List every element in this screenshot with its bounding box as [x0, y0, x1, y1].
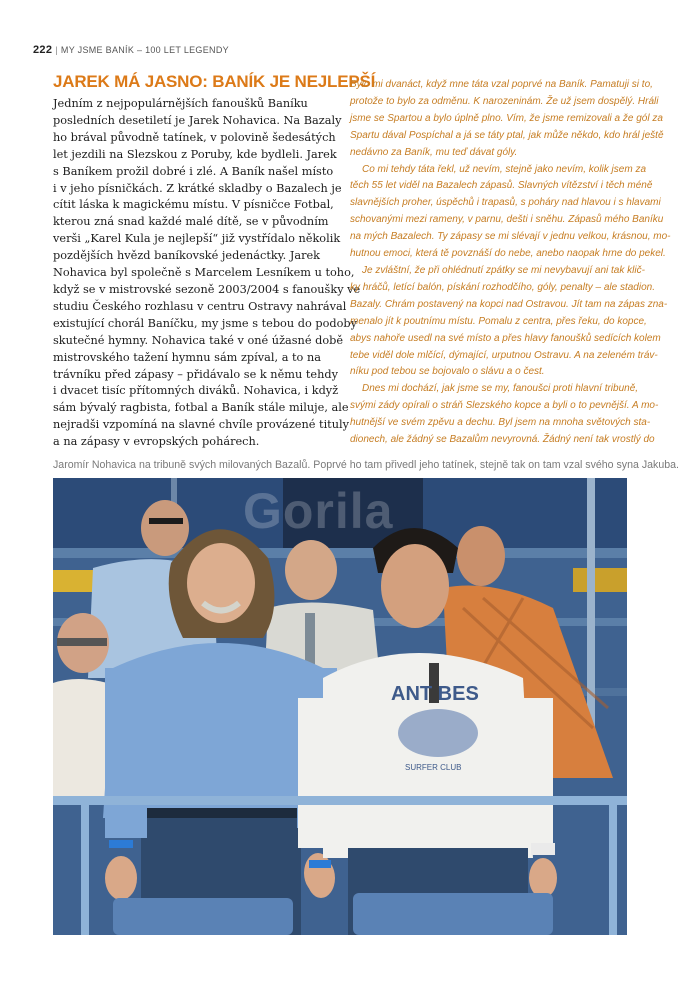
quote-line: dionech, ale žádný se Bazalům nevyrovná. Žádný není tak vrostlý do: [350, 434, 655, 446]
stadium-photo: [53, 478, 627, 935]
quote-line: na mých Bazalech. Ty zápasy se mi slévají v jednu velkou, krásnou, mo-: [350, 231, 671, 243]
shirt-print-top: ANT BES: [391, 683, 479, 705]
article-column: [53, 72, 376, 451]
quote-column: [350, 77, 671, 449]
quote-line: hutnější ve svém zpěvu a dechu. Byl jsem na mnoha světových sta-: [350, 417, 651, 429]
header-separator: |: [55, 45, 58, 55]
page-number: 222: [33, 44, 53, 56]
article-line: existující chorál Baníčku, my jsme s tebou do podoby: [53, 316, 358, 330]
quote-line: Bylo mi dvanáct, když mne táta vzal poprvé na Baník. Pamatuji si to,: [350, 79, 653, 90]
quote-line: slavnějších proher, úspěchů i trapasů, s poháry nad hlavou i s hlavami: [350, 197, 661, 209]
article-line: kterou zná snad každé malé dítě, se v původním: [53, 215, 329, 229]
article-line: sám bývalý ragbista, fotbal a Baník stále miluje, ale: [53, 401, 349, 415]
article-line: ho brával původně tatínek, v polovině šedesátých: [53, 130, 336, 144]
quote-line: nedávno za Baník, mu teď dávat góly.: [350, 146, 518, 158]
quote-line: těch 55 let viděl na Bazalech zápasů. Slavných vítězství i těch méně: [350, 180, 653, 192]
quote-line: Je zvláštní, že při ohlédnutí zpátky se mi nevybavují ani tak klič-: [362, 264, 645, 276]
article-line: když se v mistrovské sezoně 2003/2004 s fanoušky ve: [53, 282, 361, 296]
quote-line: menalo jít k poutnímu místu. Pomalu z centra, přes řeku, do kopce,: [350, 315, 647, 327]
running-header: [33, 44, 229, 56]
shirt-print-bottom: SURFER CLUB: [405, 763, 462, 772]
quote-line: protože to bylo za odměnu. K narozeninám. Že už jsem dospělý. Hráli: [350, 95, 659, 107]
quote-line: Spartu dával Pospíchal a já se táty ptal, jak může někdo, kdo hrál ještě: [350, 129, 664, 141]
quote-line: abys nahoře usedl na své místo a přes hlavy fanoušků sedících kolem: [350, 332, 661, 344]
running-title: MY JSME BANÍK – 100 LET LEGENDY: [60, 45, 229, 55]
article-line: let jezdili na Slezskou z Poruby, kde bydleli. Jarek: [53, 147, 337, 161]
article-line: studiu Českého rozhlasu v centru Ostravy nahrával: [53, 299, 347, 313]
article-headline: JAREK MÁ JASNO: BANÍK JE NEJLEPŠÍ: [53, 72, 376, 91]
quote-line: níku pod tebou se bojovalo o slávu a o čest.: [350, 366, 545, 378]
quote-line: ky hráčů, letící balón, pískání rozhodčího, góly, penalty – ale stadion.: [350, 281, 655, 293]
article-line: posledních desetiletí je Jarek Nohavica. Na Bazaly: [53, 113, 342, 127]
article-line: skutečné hymny. Nohavica také v oné úžasné době: [53, 333, 344, 347]
article-line: pozdějších hvězd baníkovské jedenáctky. Jarek: [53, 249, 321, 263]
photo-watermark: Gorila: [243, 483, 394, 539]
article-line: cítit láska k magickému místu. V písničce Fotbal,: [53, 198, 334, 212]
article-line: i dvacet tisíc přítomných diváků. Nohavica, i když: [53, 384, 339, 398]
article-line: i v jeho písničkách. Z krátké skladby o Bazalech je: [53, 181, 342, 195]
quote-line: tebe viděl dole mlčící, dýmající, urputnou Ostravu. A na zeleném tráv-: [350, 349, 658, 361]
quote-line: jsme se Spartou a bylo úplně plno. Vím, že jsme remizovali a že gól za: [350, 112, 663, 124]
article-line: nejradši vzpomíná na slavné chvíle provázené tituly: [53, 418, 349, 432]
article-line: s Baníkem prožil dobré i zlé. A Baník našel místo: [53, 164, 334, 178]
quote-line: Bazaly. Chrám postavený na kopci nad Ostravou. Jít tam na zápas zna-: [350, 298, 668, 310]
quote-line: Dnes mi dochází, jak jsme se my, fanoušci proti hlavní tribuně,: [362, 383, 639, 395]
article-body: [53, 96, 361, 451]
quote-line: Co mi tehdy táta řekl, už nevím, stejně jako nevím, kolik jsem za: [362, 163, 646, 175]
article-line: Jedním z nejpopulárnějších fanoušků Baníku: [53, 97, 308, 110]
article-line: a na zápasy v evropských pohárech.: [53, 435, 260, 449]
quote-line: svými zády opírali o stráň Slezského kopce a byli o to pevnější. A mo-: [350, 400, 659, 412]
stadium-photo-illustration: [53, 478, 627, 935]
article-line: trávníku před zápasy – přidávalo se k němu tehdy: [53, 367, 338, 381]
quote-line: schovanými mezi rameny, v parnu, dešti i sněhu. Zápasů mého Baníku: [350, 214, 664, 226]
article-line: Nohavica byl společně s Marcelem Lesníkem u toho,: [53, 266, 355, 280]
photo-caption: Jaromír Nohavica na tribuně svých milovaných Bazalů. Poprvé ho tam přivedl jeho tatínek, stejně tak on tam vzal svého syna Jakuba.: [53, 459, 679, 471]
article-line: mistrovského tažení hymnu sám zpíval, a to na: [53, 350, 321, 364]
quote-line: hutnou emoci, která tě povznáší do nebe, anebo naopak hrne do pekel.: [350, 248, 666, 260]
article-line: verši „Karel Kula je nejlepší“ již vystřídalo několik: [53, 232, 341, 246]
